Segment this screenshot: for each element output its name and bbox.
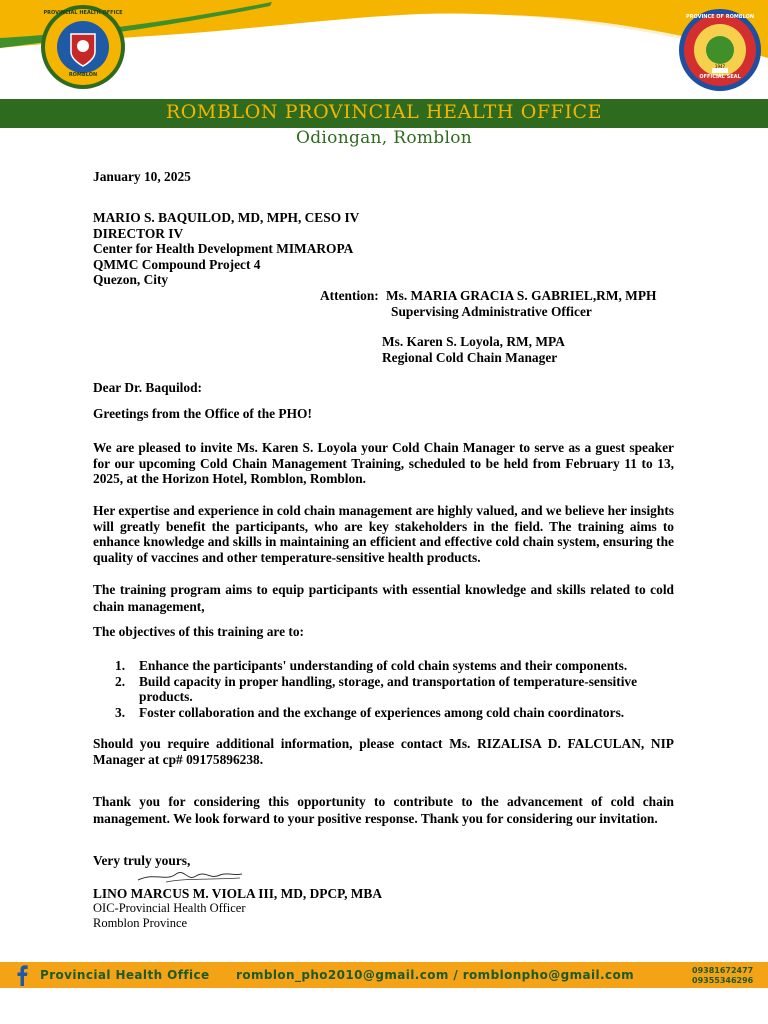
footer-facebook-label: Provincial Health Office	[40, 968, 210, 982]
paragraph-expertise: Her expertise and experience in cold chain management are highly valued, and we believe her insights will greatly benefit the participants, who are key stakeholders in the field. The training aims to enhance knowledge and skills in maintaining an efficient and effective cold chain system, ensuring the quality of vaccines and other temperature-sensitive health products.	[93, 503, 674, 565]
greeting: Greetings from the Office of the PHO!	[93, 406, 312, 421]
right-seal-year: 1947	[714, 64, 726, 69]
objectives-intro: The objectives of this training are to:	[93, 624, 305, 639]
paragraph-contact: Should you require additional information, please contact Ms. RIZALISA D. FALCULAN, NIP Manager at cp# 09175896238.	[93, 736, 674, 767]
attention-label: Attention:	[320, 288, 379, 303]
paragraph-thanks: Thank you for considering this opportunity to contribute to the advancement of cold chain management. We look forward to your positive response. Thank you for considering our invitation.	[93, 794, 674, 826]
signatory-name: LINO MARCUS M. VIOLA III, MD, DPCP, MBA	[93, 886, 383, 901]
organization-name: ROMBLON PROVINCIAL HEALTH OFFICE	[165, 101, 603, 123]
footer-emails: romblon_pho2010@gmail.com / romblonpho@gmail.com	[236, 968, 635, 982]
recipient-block	[93, 210, 359, 288]
organization-location: Odiongan, Romblon	[296, 128, 472, 148]
paragraph-program: The training program aims to equip participants with essential knowledge and skills related to cold chain management,	[93, 582, 674, 614]
salutation: Dear Dr. Baquilod:	[93, 380, 203, 395]
attention1-title: Supervising Administrative Officer	[391, 304, 592, 319]
attention2-name: Ms. Karen S. Loyola, RM, MPA	[382, 334, 565, 349]
footer-phone-1: 09381672477	[692, 966, 754, 975]
signatory-org: Romblon Province	[93, 916, 188, 930]
letter-date: January 10, 2025	[93, 169, 191, 184]
closing: Very truly yours,	[93, 853, 191, 868]
recipient-line: DIRECTOR IV	[93, 225, 184, 241]
signature	[136, 866, 246, 886]
list-item: 2. Build capacity in proper handling, storage, and transportation of temperature-sensitive products.	[115, 673, 638, 705]
recipient-line: MARIO S. BAQUILOD, MD, MPH, CESO IV	[93, 210, 360, 225]
attention2-title: Regional Cold Chain Manager	[382, 350, 558, 365]
attention1-name: Ms. MARIA GRACIA S. GABRIEL,RM, MPH	[386, 288, 657, 303]
left-seal-text-top: PROVINCIAL HEALTH OFFICE	[43, 10, 123, 16]
right-seal-text-bottom: OFFICIAL SEAL	[699, 74, 741, 80]
left-seal-text-bottom: ROMBLON	[68, 72, 98, 78]
right-seal-text-top: PROVINCE OF ROMBLON	[685, 14, 755, 20]
recipient-line: QMMC Compound Project 4	[93, 256, 261, 272]
footer-phone-2: 09355346296	[692, 976, 754, 985]
objectives-list	[93, 658, 674, 720]
list-item: 1. Enhance the participants' understanding of cold chain systems and their components.	[115, 658, 628, 673]
recipient-line: Center for Health Development MIMAROPA	[93, 241, 354, 257]
paragraph-invitation: We are pleased to invite Ms. Karen S. Loyola your Cold Chain Manager to serve as a guest speaker for our upcoming Cold Chain Management Training, scheduled to be held from February 11 to 13, 2025, at the Horizon Hotel, Romblon, Romblon.	[93, 440, 674, 487]
list-item: 3. Foster collaboration and the exchange of experiences among cold chain coordinators.	[115, 704, 625, 720]
facebook-icon	[14, 964, 32, 986]
recipient-line: Quezon, City	[93, 272, 169, 288]
signatory-title: OIC-Provincial Health Officer	[93, 901, 246, 915]
